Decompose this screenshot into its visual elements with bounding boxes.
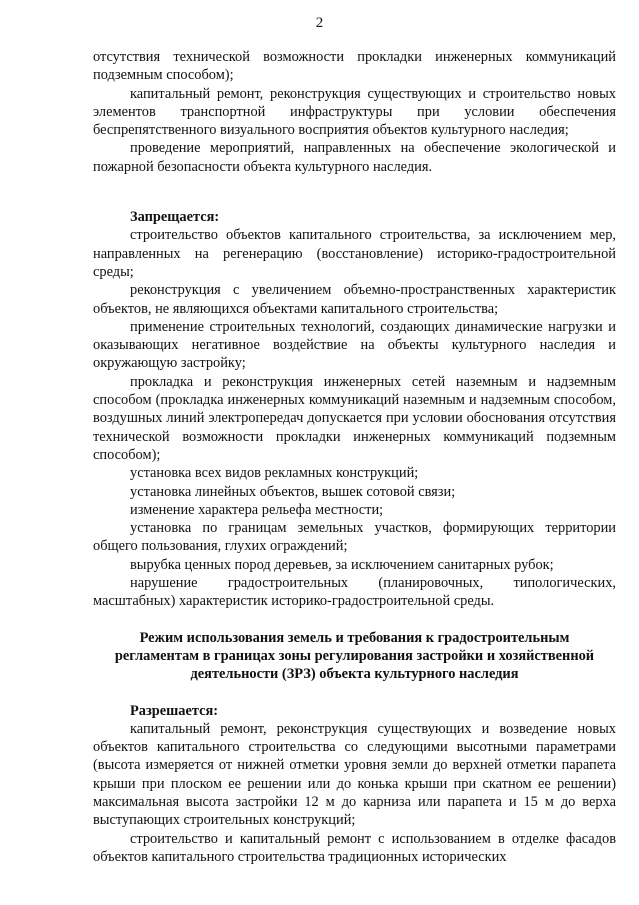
forbidden-item: прокладка и реконструкция инженерных сетей наземным и надземным способом (прокладка инженерных коммуникаций наземным и надземным способом, воздушных линий электропередач допускается при условии обоснования отсутствия технической возможности прокладки инженерных коммуникаций подземным способом);	[93, 373, 616, 463]
allowed-item: строительство и капитальный ремонт с использованием в отделке фасадов объектов капитального строительства традиционных исторических	[93, 830, 616, 865]
allowed-item: капитальный ремонт, реконструкция существующих и возведение новых объектов капитального строительства со следующими высотными параметрами (высота измеряется от нижней отметки уровня земли до верхней отметки парапета крыши при плоском ее решении или до конька крыши при скатном ее решении) максимальная высота застройки 12 м до карниза или парапета и 15 м до верха выступающих строительных конструкций;	[93, 720, 616, 829]
forbidden-item: нарушение градостроительных (планировочных, типологических, масштабных) характеристик историко-градостроительной среды.	[93, 575, 616, 610]
allowed-heading: Разрешается:	[130, 702, 219, 719]
forbidden-item: строительство объектов капитального строительства, за исключением мер, направленных на регенерацию (восстановление) историко-градостроительной среды;	[93, 227, 616, 280]
forbidden-item: применение строительных технологий, создающих динамические нагрузки и оказывающих негативное воздействие на объекты культурного наследия и окружающую застройку;	[93, 318, 616, 372]
forbidden-item: установка всех видов рекламных конструкций;	[130, 465, 419, 482]
document-body	[93, 48, 616, 866]
section-title: Режим использования земель и требования к градостроительным регламентам в границах зоны регулирования застройки и хозяйственной деятельности (ЗРЗ) объекта культурного наследия	[114, 629, 595, 683]
intro-paragraph: капитальный ремонт, реконструкция существующих и строительство новых элементов транспортной инфраструктуры при условии обеспечения беспрепятственного визуального восприятия объектов культурного наследия;	[93, 85, 616, 139]
forbidden-item: установка по границам земельных участков, формирующих территории общего пользования, глухих ограждений;	[93, 520, 616, 555]
forbidden-item: изменение характера рельефа местности;	[130, 501, 384, 518]
forbidden-heading: Запрещается:	[130, 209, 220, 226]
forbidden-item: реконструкция с увеличением объемно-пространственных характеристик объектов, не являющихся объектами капитального строительства;	[93, 282, 616, 317]
forbidden-item: установка линейных объектов, вышек сотовой связи;	[130, 483, 456, 500]
intro-paragraph: отсутствия технической возможности прокладки инженерных коммуникаций подземным способом);	[93, 49, 616, 84]
page-number: 2	[315, 15, 324, 31]
forbidden-item: вырубка ценных пород деревьев, за исключением санитарных рубок;	[130, 556, 554, 573]
intro-paragraph: проведение мероприятий, направленных на обеспечение экологической и пожарной безопасности объекта культурного наследия.	[93, 140, 616, 175]
